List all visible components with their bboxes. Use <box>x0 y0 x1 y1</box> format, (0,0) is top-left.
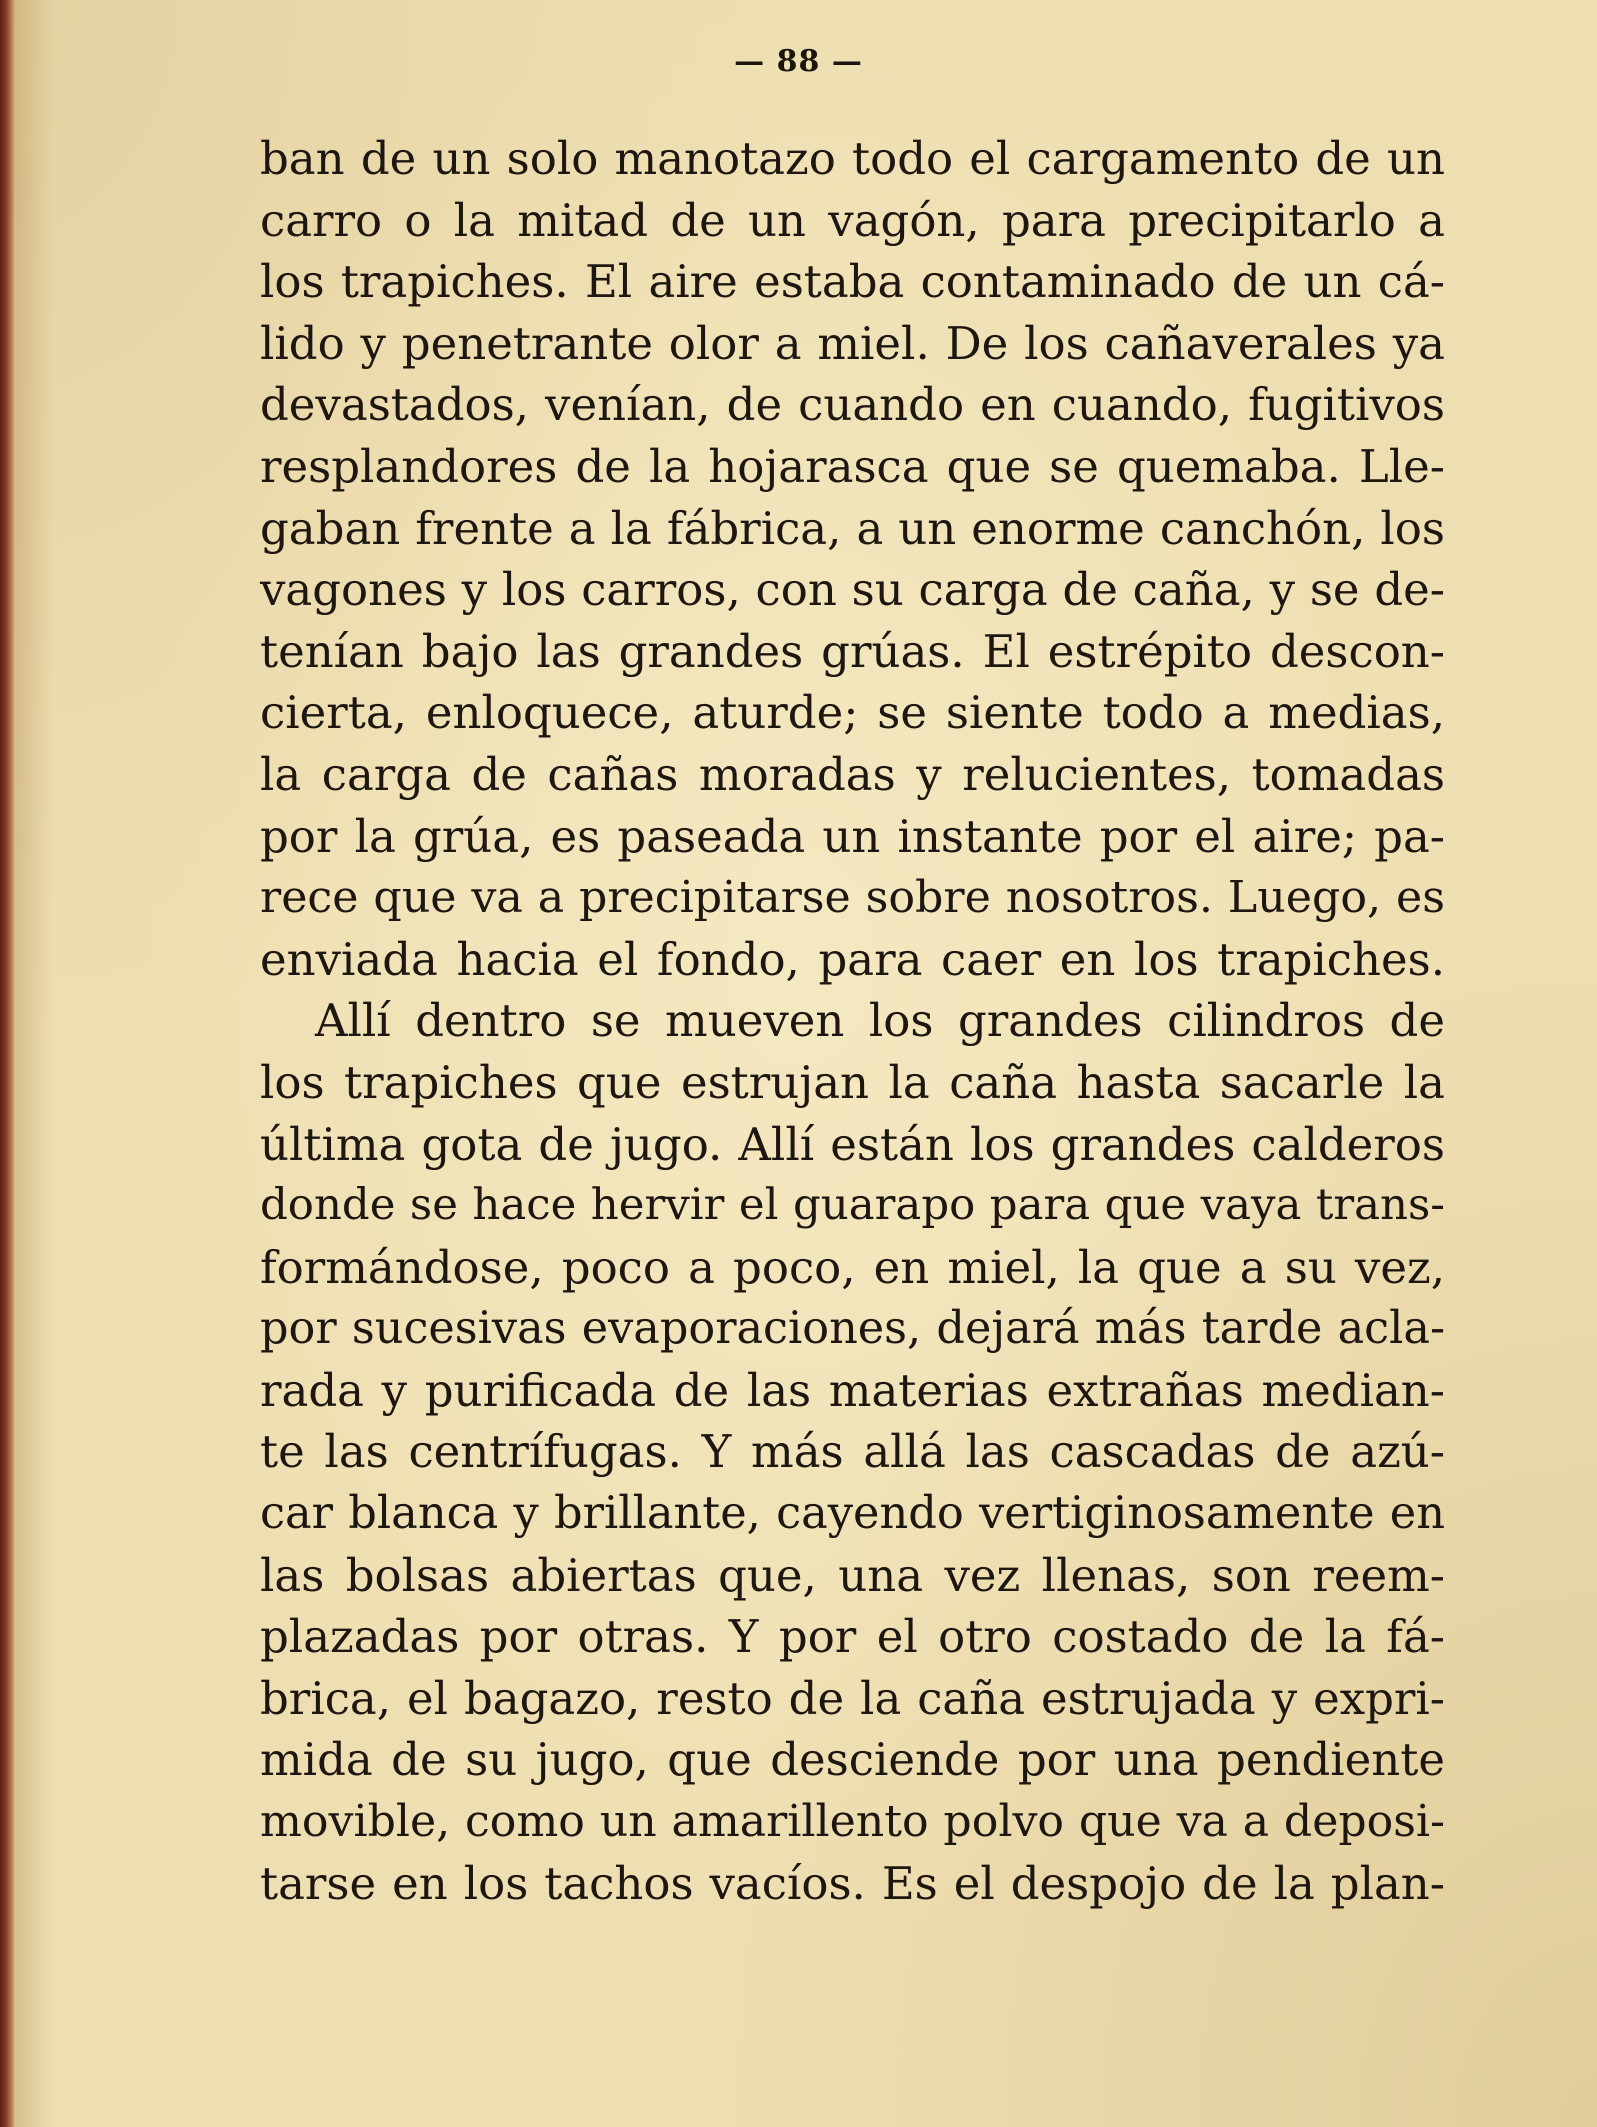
text-line: gaban frente a la fábrica, a un enorme canchón, los <box>260 501 1445 555</box>
text-line: formándose, poco a poco, en miel, la que a su vez, <box>260 1240 1445 1294</box>
book-binding-edge <box>0 0 14 2127</box>
text-line: te las centrífugas. Y más allá las cascadas de azú- <box>260 1425 1445 1479</box>
body-text <box>260 128 1445 1914</box>
text-line: resplandores de la hojarasca que se quemaba. Lle- <box>260 439 1445 493</box>
text-line: los trapiches que estrujan la caña hasta sacarle la <box>260 1055 1445 1109</box>
text-line: carro o la mitad de un vagón, para precipitarlo a <box>260 193 1445 247</box>
text-line: rece que va a precipitarse sobre nosotros. Luego, es <box>260 872 1445 924</box>
text-line: plazadas por otras. Y por el otro costado de la fá- <box>260 1610 1445 1664</box>
page-number: 88 <box>776 44 821 79</box>
text-line: devastados, venían, de cuando en cuando, fugitivos <box>260 378 1445 432</box>
text-line: donde se hace hervir el guarapo para que vaya trans- <box>260 1180 1445 1231</box>
page-number-header: — 88 — <box>734 44 863 79</box>
text-line: ban de un solo manotazo todo el cargamento de un <box>260 132 1445 185</box>
text-line: Allí dentro se mueven los grandes cilindros de <box>315 994 1445 1048</box>
text-line: car blanca y brillante, cayendo vertiginosamente en <box>260 1487 1445 1540</box>
text-line: lido y penetrante olor a miel. De los cañaverales ya <box>260 316 1445 370</box>
text-line: cierta, enloquece, aturde; se siente todo a medias, <box>260 686 1445 740</box>
text-line: tarse en los tachos vacíos. Es el despojo de la plan- <box>260 1856 1445 1910</box>
text-line: por la grúa, es paseada un instante por el aire; pa- <box>260 809 1445 863</box>
text-line: los trapiches. El aire estaba contaminado de un cá- <box>260 255 1445 309</box>
text-line: enviada hacia el fondo, para caer en los trapiches. <box>260 932 1445 986</box>
text-line: movible, como un amarillento polvo que va a deposi- <box>260 1796 1445 1848</box>
page-edge-shadow <box>14 0 54 2127</box>
text-line: tenían bajo las grandes grúas. El estrépito descon- <box>260 624 1445 678</box>
text-line: vagones y los carros, con su carga de caña, y se de- <box>260 563 1445 617</box>
text-line: por sucesivas evaporaciones, dejará más tarde acla- <box>260 1302 1445 1355</box>
text-line: las bolsas abiertas que, una vez llenas, son reem- <box>260 1548 1445 1602</box>
text-line: última gota de jugo. Allí están los grandes calderos <box>260 1117 1445 1171</box>
text-line: mida de su jugo, que desciende por una pendiente <box>260 1733 1445 1787</box>
text-line: brica, el bagazo, resto de la caña estrujada y expri- <box>260 1671 1445 1725</box>
text-line: la carga de cañas moradas y relucientes, tomadas <box>260 747 1445 801</box>
text-line: rada y purificada de las materias extrañas median- <box>260 1363 1445 1417</box>
